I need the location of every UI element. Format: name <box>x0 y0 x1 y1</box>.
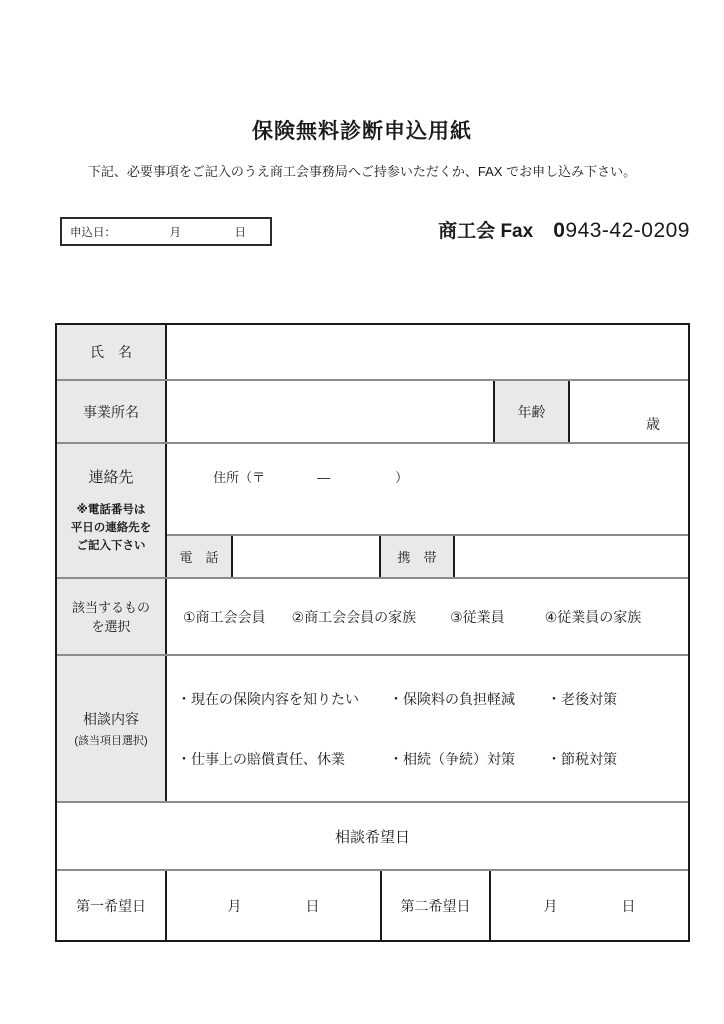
consult-option-liability: ・仕事上の賠償責任、休業 <box>177 750 345 767</box>
second-choice-label: 第二希望日 <box>400 897 471 914</box>
age-unit-label: 歳 <box>646 416 660 432</box>
consult-option-inheritance: ・相続（争続）対策 <box>389 750 515 767</box>
first-choice-label: 第一希望日 <box>76 897 146 914</box>
application-date-box <box>60 217 272 246</box>
contact-note-line1: ※電話番号は <box>76 504 146 516</box>
consultation-row <box>57 656 688 803</box>
age-label: 年齢 <box>517 403 546 420</box>
mobile-label: 携 帯 <box>397 550 437 565</box>
contact-content <box>167 444 688 577</box>
consult-option-retirement: ・老後対策 <box>547 690 617 707</box>
age-label-cell <box>493 381 570 442</box>
application-form-table <box>55 323 690 942</box>
category-label-line2: を選択 <box>91 618 131 634</box>
name-input-area <box>167 325 688 379</box>
second-choice-input-area <box>491 871 688 940</box>
contact-label-cell <box>57 444 167 577</box>
fax-number-lead: 0 <box>553 219 566 242</box>
first-choice-month-label: 月 <box>227 897 242 914</box>
business-label-cell <box>57 381 167 442</box>
phone-label: 電 話 <box>179 550 219 565</box>
mobile-input-area <box>455 536 688 577</box>
fax-number-rest: 943-42-0209 <box>565 219 690 242</box>
name-label-cell <box>57 325 167 379</box>
fax-number <box>553 219 690 243</box>
wish-day-header-cell <box>57 803 688 869</box>
category-options <box>167 579 688 654</box>
application-date-label: 申込日： <box>70 226 116 239</box>
business-row <box>57 381 688 444</box>
application-date-day-label: 日 <box>234 226 246 239</box>
contact-note-line3: ご記入下さい <box>76 540 146 552</box>
phone-input-area <box>233 536 381 577</box>
consultation-label: 相談内容 <box>83 711 139 727</box>
wish-day-header: 相談希望日 <box>334 828 410 846</box>
category-option-employee-family: ④従業員の家族 <box>544 608 642 625</box>
category-label-cell <box>57 579 167 654</box>
phone-label-cell <box>167 536 233 577</box>
fax-info <box>438 216 690 243</box>
application-date-month-label: 月 <box>169 226 181 239</box>
first-choice-label-cell <box>57 871 167 940</box>
consultation-sublabel: (該当項目選択) <box>74 735 148 747</box>
business-input-area <box>167 381 493 442</box>
second-choice-day-label: 日 <box>621 897 636 914</box>
consult-option-tax-saving: ・節税対策 <box>547 750 617 767</box>
consultation-options <box>167 656 688 801</box>
category-row <box>57 579 688 656</box>
category-option-employee: ③従業員 <box>450 608 505 625</box>
contact-row <box>57 444 688 579</box>
mobile-label-cell <box>381 536 455 577</box>
first-choice-input-area <box>167 871 380 940</box>
category-option-member: ①商工会会員 <box>183 608 266 625</box>
consultation-label-cell <box>57 656 167 801</box>
consult-option-current-coverage: ・現在の保険内容を知りたい <box>177 690 359 707</box>
second-choice-label-cell <box>380 871 491 940</box>
category-option-member-family: ②商工会会員の家族 <box>291 608 417 625</box>
fax-label: 商工会 Fax <box>438 221 534 242</box>
page-subtitle: 下記、必要事項をご記入のうえ商工会事務局へご持参いただくか、FAX でお申し込み下さい。 <box>87 164 637 179</box>
business-label: 事業所名 <box>83 403 139 420</box>
phone-row <box>167 536 688 577</box>
name-row <box>57 325 688 381</box>
name-label: 氏 名 <box>90 344 132 360</box>
consult-option-premium-reduction: ・保険料の負担軽減 <box>389 690 515 707</box>
preferred-dates-row <box>57 871 688 940</box>
address-input-area <box>167 444 688 536</box>
page-title: 保険無料診断申込用紙 <box>252 120 472 143</box>
wish-day-header-row <box>57 803 688 871</box>
age-input-area <box>570 381 688 442</box>
contact-note-line2: 平日の連絡先を <box>70 522 152 534</box>
second-choice-month-label: 月 <box>543 897 558 914</box>
category-label-line1: 該当するもの <box>71 599 150 615</box>
contact-label: 連絡先 <box>88 469 134 486</box>
address-label: 住所（〒 ― ） <box>213 470 409 485</box>
first-choice-day-label: 日 <box>305 897 320 914</box>
